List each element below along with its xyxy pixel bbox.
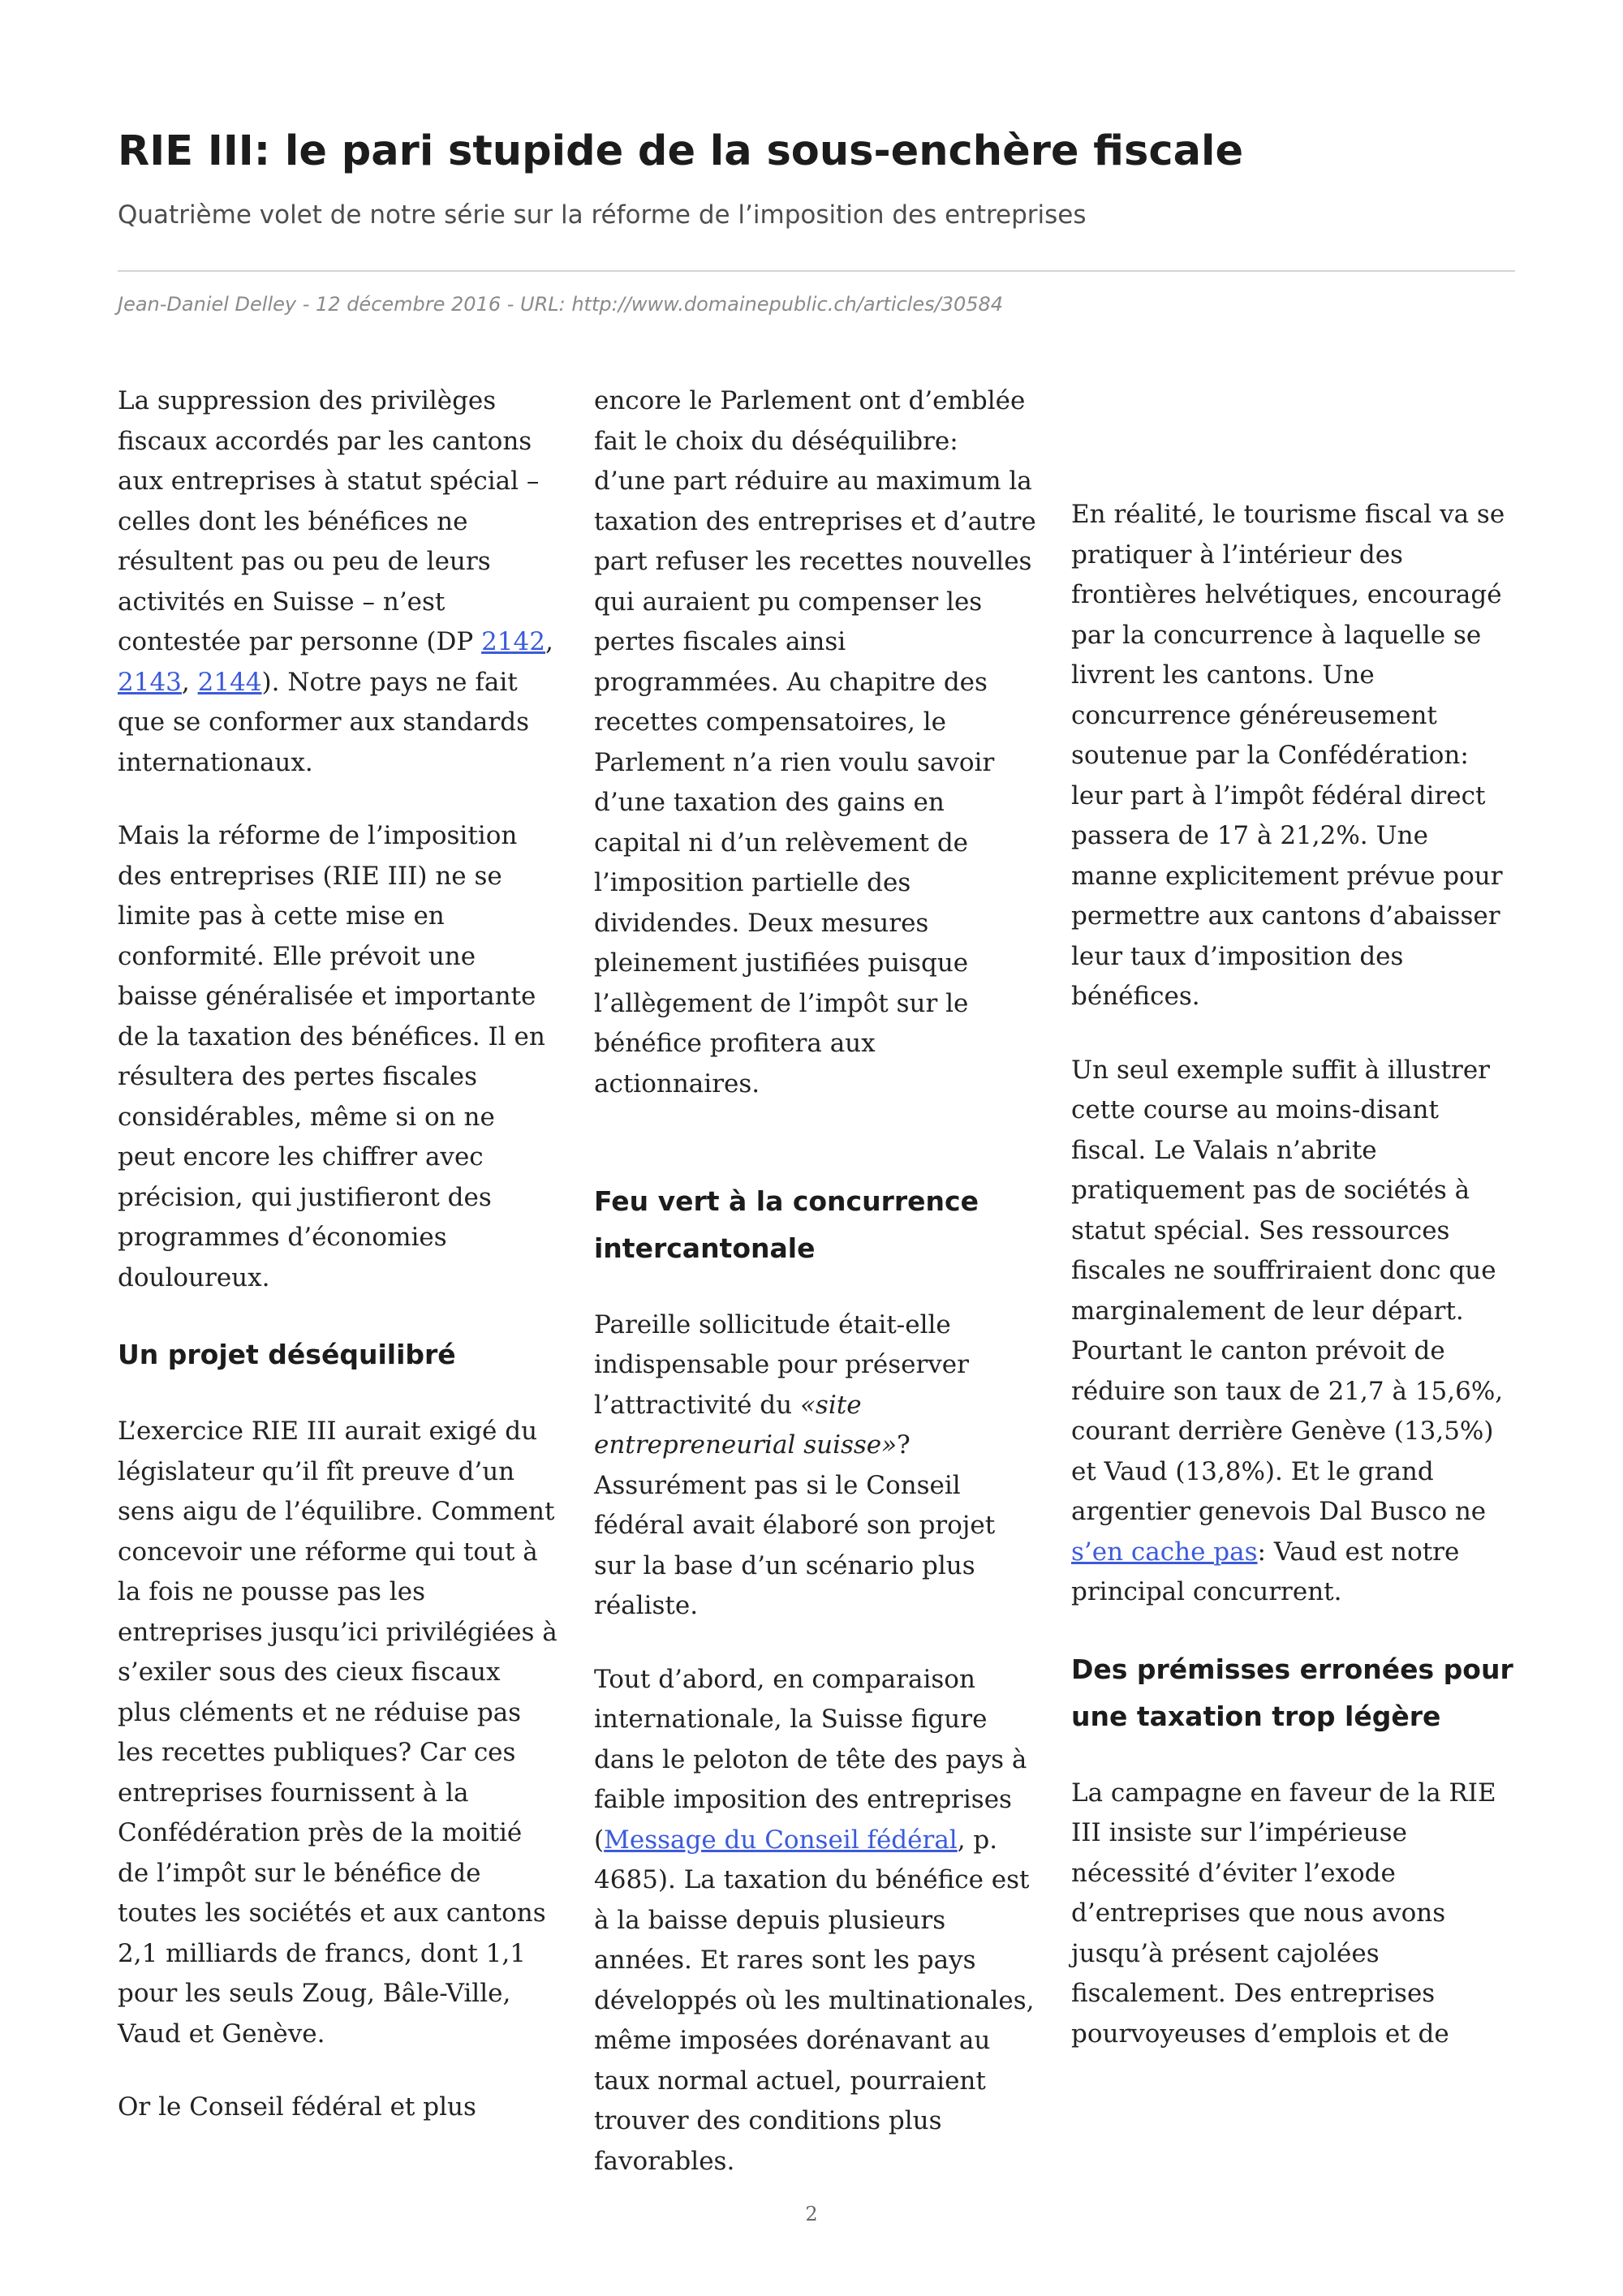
paragraph-split bbox=[594, 1660, 1036, 2182]
text-span: ? Assurément pas si le Conseil fédéral avait élaboré son projet sur la base d’un scénario plus réaliste. bbox=[594, 1430, 996, 1620]
paragraph: L’exercice RIE III aurait exigé du législateur qu’il fît preuve d’un sens aigu de l’équilibre. Comment concevoir une réforme qui tout à la fois ne pousse pas les entreprises jusqu’ici privilégiées à s’exiler sous des cieux fiscaux plus cléments et ne réduise pas les recettes publiques? Car ces entreprises fournissent à la Confédération près de la moitié de l’impôt sur le bénéfice de toutes les sociétés et aux cantons 2,1 milliards de francs, dont 1,1 pour les seuls Zoug, Bâle-Ville, Vaud et Genève. bbox=[118, 1417, 558, 2049]
column-break-clip bbox=[118, 2087, 560, 2128]
paragraph bbox=[594, 381, 1036, 1104]
text-column-2 bbox=[594, 381, 1036, 2215]
paragraph: Mais la réforme de l’imposition des entreprises (RIE III) ne se limite pas à cette mise en conformité. Elle prévoit une baisse généralisée et importante de la taxation des bénéfices. Il en résultera des pertes fiscales considérables, même si on ne peut encore les chiffrer avec précision, qui justifieront des programmes d’économies douloureux. bbox=[118, 821, 545, 1292]
page-number: 2 bbox=[805, 2203, 818, 2225]
link-message-conseil-federal[interactable]: Message du Conseil fédéral bbox=[604, 1825, 958, 1855]
text-span: ). Notre pays ne fait que se conformer aux standards internationaux. bbox=[118, 667, 529, 777]
text-span: Tout d’abord, en comparaison internationale, la Suisse figure dans le peloton de tête des pays à faible imposition des entreprises ( bbox=[594, 1664, 1027, 1855]
quoted-term: «site entrepreneurial suisse» bbox=[594, 1390, 898, 1460]
paragraph bbox=[1071, 1774, 1513, 2055]
article-title: RIE III: le pari stupide de la sous-enchère fiscale bbox=[118, 127, 1244, 175]
section-heading-concurrence-intercantonale: Feu vert à la concurrence intercantonale bbox=[594, 1185, 979, 1264]
text-span: Or le Conseil fédéral et plus bbox=[118, 2092, 476, 2122]
header-divider bbox=[118, 270, 1515, 272]
paragraph-continued bbox=[594, 381, 1036, 1145]
paragraph bbox=[118, 2087, 560, 2128]
article-subtitle: Quatrième volet de notre série sur la réforme de l’imposition des entreprises bbox=[118, 200, 1087, 230]
paragraph bbox=[118, 381, 560, 783]
paragraph bbox=[1071, 1051, 1513, 1613]
text-column-1 bbox=[118, 381, 560, 2128]
text-column-3 bbox=[1071, 381, 1513, 2054]
text-span: En réalité, le tourisme fiscal va se pratiquer à l’intérieur des frontières helvétiques, encouragé par la concurrence à laquelle se livrent les cantons. Une concurrence généreusement soutenue par la Confédération: leur part à l’impôt fédéral direct passera de 17 à 21,2%. Une manne explicitement prévue pour permettre aux cantons d’abaisser leur taux d’imposition des bénéfices. bbox=[1071, 500, 1505, 1011]
text-span: La suppression des privilèges fiscaux accordés par les cantons aux entreprises à statut spécial – celles dont les bénéfices ne résultent pas ou peu de leurs activités en Suisse – n’est contestée par personne (DP bbox=[118, 386, 540, 656]
text-span: encore le Parlement ont d’emblée fait le choix du déséquilibre: d’une part réduire au maximum la taxation des entreprises et d’autre part refuser les recettes nouvelles qui auraient pu compenser les pertes fiscales ainsi programmées. Au chapitre des recettes compensatoires, le Parlement n’a rien voulu savoir d’une taxation des gains en capital ni d’un relèvement de l’imposition partielle des dividendes. Deux mesures pleinement justifiées puisque l’allègement de l’impôt sur le bénéfice profitera aux actionnaires. bbox=[594, 386, 1036, 1099]
link-dp-2143[interactable]: 2143 bbox=[118, 667, 182, 697]
paragraph bbox=[594, 1660, 1036, 2182]
link-dp-2144[interactable]: 2144 bbox=[197, 667, 262, 697]
link-sen-cache-pas[interactable]: s’en cache pas bbox=[1071, 1537, 1258, 1567]
section-heading-projet-desequilibre: Un projet déséquilibré bbox=[118, 1339, 456, 1370]
paragraph bbox=[1071, 495, 1513, 1017]
text-span: : Vaud est notre principal concurrent. bbox=[1071, 1537, 1460, 1606]
section-heading-premisses-erronees: Des prémisses erronées pour une taxation trop légère bbox=[1071, 1653, 1513, 1732]
paragraph-continued bbox=[1071, 381, 1513, 462]
link-dp-2142[interactable]: 2142 bbox=[481, 627, 545, 656]
text-span: , p. 4685). La taxation du bénéfice est à la baisse depuis plusieurs années. Et rares sont les pays développés où les multinationales, même imposées dorénavant au taux normal actuel, pourraient trouver des conditions plus favorables. bbox=[594, 1825, 1035, 2176]
text-span: , bbox=[545, 627, 553, 656]
text-span: La campagne en faveur de la RIE III insiste sur l’impérieuse nécessité d’éviter l’exode d’entreprises que nous avons jusqu’à présent cajolées fiscalement. Des entreprises pourvoyeuses d’emplois et de bbox=[1071, 1778, 1496, 2049]
text-span: Pareille sollicitude était-elle indispensable pour préserver l’attractivité du bbox=[594, 1309, 969, 1420]
text-span: , bbox=[181, 667, 198, 697]
article-meta: Jean-Daniel Delley - 12 décembre 2016 - URL: http://www.domainepublic.ch/articles/30584 bbox=[118, 293, 1004, 316]
paragraph bbox=[594, 1305, 1036, 1627]
text-span: Un seul exemple suffit à illustrer cette course au moins-disant fiscal. Le Valais n’abrite pratiquement pas de sociétés à statut spécial. Ses ressources fiscales ne souffriraient donc que marginalement de leur départ. Pourtant le canton prévoit de réduire son taux de 21,7 à 15,6%, courant derrière Genève (13,5%) et Vaud (13,8%). Et le grand argentier genevois Dal Busco ne bbox=[1071, 1055, 1504, 1526]
